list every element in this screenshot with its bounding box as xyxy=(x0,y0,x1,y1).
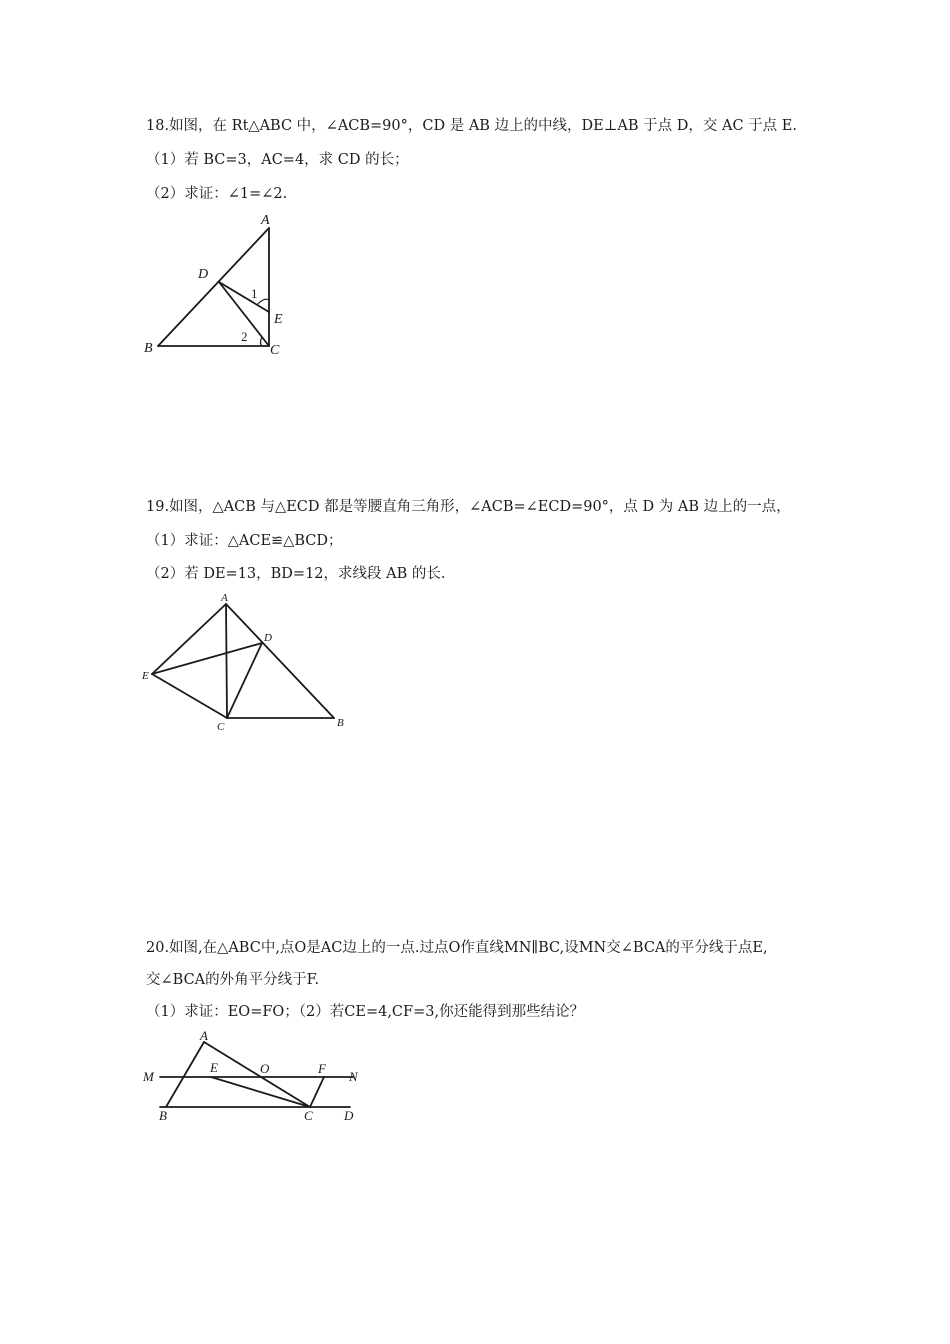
segment-cf xyxy=(310,1077,324,1107)
label-e: E xyxy=(142,670,149,682)
label-b: B xyxy=(159,1108,167,1123)
label-b: B xyxy=(144,341,153,356)
problem-text: 如图,在△ABC中,点O是AC边上的一点.过点O作直线MN∥BC,设MN交∠BCA的平分线于点E, xyxy=(169,940,768,956)
problem-19-part-2: （2）若 DE=13，BD=12，求线段 AB 的长. xyxy=(146,566,446,582)
label-f: F xyxy=(318,1061,326,1076)
label-n: N xyxy=(349,1069,358,1084)
problem-20-parts: （1）求证：EO=FO；（2）若CE=4,CF=3,你还能得到那些结论？ xyxy=(146,1004,585,1020)
label-a: A xyxy=(200,1028,208,1043)
problem-19-stem xyxy=(146,497,791,517)
segment-ec xyxy=(152,674,227,718)
label-a: A xyxy=(221,592,228,604)
problem-19-part-1: （1）求证：△ACE≌△BCD； xyxy=(146,533,343,549)
label-angle-1: 1 xyxy=(251,286,258,301)
label-d: D xyxy=(198,267,209,282)
segment-ec xyxy=(211,1077,310,1107)
problem-18-part-2: （2）求证：∠1=∠2. xyxy=(146,186,288,202)
label-d: D xyxy=(344,1108,354,1123)
segment-cd xyxy=(227,643,262,718)
label-c: C xyxy=(304,1108,313,1123)
segment-ac xyxy=(204,1042,310,1107)
label-c: C xyxy=(217,721,225,733)
problem-number: 19. xyxy=(146,499,170,515)
label-d: D xyxy=(264,632,272,644)
label-o: O xyxy=(260,1061,270,1076)
label-e: E xyxy=(274,312,283,327)
problem-number: 18. xyxy=(146,118,170,134)
label-e: E xyxy=(210,1060,218,1075)
problem-20-stem xyxy=(146,938,768,958)
label-m: M xyxy=(143,1069,154,1084)
problem-18-stem xyxy=(146,116,797,136)
angle-1-arc xyxy=(257,299,269,305)
figure-18 xyxy=(138,206,298,362)
label-b: B xyxy=(337,717,344,729)
figure-19 xyxy=(138,588,358,738)
label-a: A xyxy=(261,213,270,228)
problem-20-stem-cont: 交∠BCA的外角平分线于F. xyxy=(146,972,320,988)
problem-number: 20. xyxy=(146,940,170,956)
label-angle-2: 2 xyxy=(241,329,248,344)
segment-ac xyxy=(226,604,227,718)
segment-de xyxy=(219,282,269,312)
problem-text: 如图，在 Rt△ABC 中，∠ACB=90°，CD 是 AB 边上的中线，DE⊥AB 于点 D，交 AC 于点 E. xyxy=(169,118,797,134)
problem-text: 如图，△ACB 与△ECD 都是等腰直角三角形，∠ACB=∠ECD=90°，点 D 为 AB 边上的一点， xyxy=(169,499,791,515)
figure-20 xyxy=(138,1026,368,1130)
segment-ab xyxy=(166,1042,204,1107)
label-c: C xyxy=(270,343,280,358)
problem-18-part-1: （1）若 BC=3，AC=4，求 CD 的长； xyxy=(146,152,409,168)
segment-ab xyxy=(226,604,334,718)
angle-2-arc xyxy=(261,337,263,346)
